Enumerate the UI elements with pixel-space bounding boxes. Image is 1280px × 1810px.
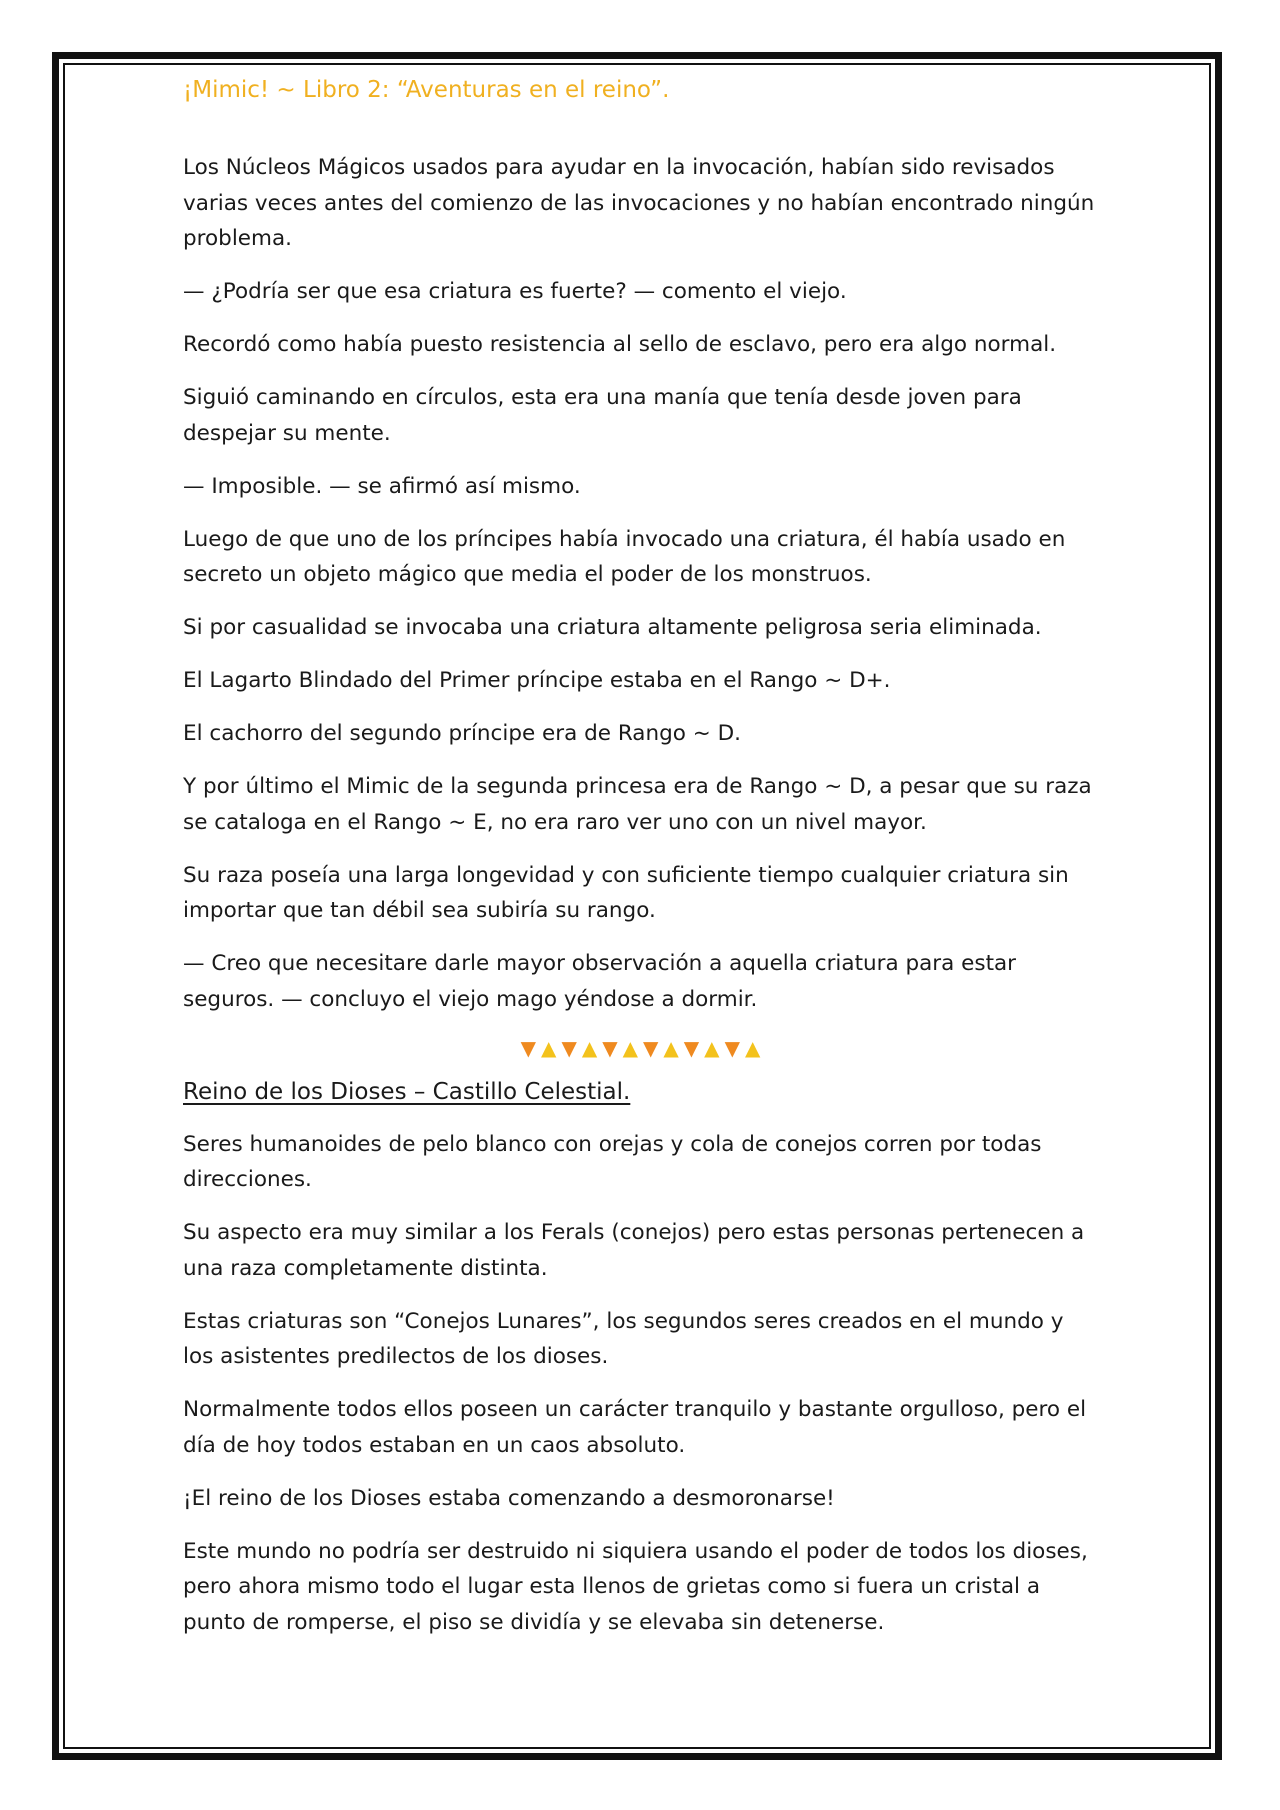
triangle-down-icon: ▼ <box>643 1035 664 1060</box>
paragraph-line: direcciones. <box>183 1167 312 1192</box>
triangle-up-icon: ▲ <box>541 1035 562 1060</box>
paragraph-line: problema. <box>183 226 292 251</box>
paragraph-line: importar que tan débil sea subiría su rango. <box>183 898 656 923</box>
paragraph-line: se cataloga en el Rango ~ E, no era raro ver uno con un nivel mayor. <box>183 809 927 835</box>
paragraph-line: El cachorro del segundo príncipe era de Rango ~ D. <box>183 721 741 746</box>
paragraph-line: despejar su mente. <box>183 420 391 446</box>
triangle-up-icon: ▲ <box>704 1035 725 1060</box>
paragraph <box>183 1304 1103 1375</box>
paragraph-line: Los Núcleos Mágicos usados para ayudar en la invocación, habían sido revisados <box>183 155 1055 180</box>
ornamental-divider <box>183 1033 1103 1063</box>
paragraph <box>183 274 1103 310</box>
paragraph <box>183 469 1103 505</box>
paragraph-line: Siguió caminando en círculos, esta era una manía que tenía desde joven para <box>183 385 1022 410</box>
paragraph-line: ¡El reino de los Dioses estaba comenzando a desmoronarse! <box>183 1485 835 1511</box>
paragraph <box>183 327 1103 363</box>
triangle-up-icon: ▲ <box>744 1035 766 1060</box>
paragraph-line: Este mundo no podría ser destruido ni siquiera usando el poder de todos los dioses, <box>183 1538 1088 1564</box>
paragraph <box>183 1481 1103 1517</box>
paragraph-line: una raza completamente distinta. <box>183 1255 548 1281</box>
paragraph-line: Normalmente todos ellos poseen un carácter tranquilo y bastante orgulloso, pero el <box>183 1397 1087 1422</box>
paragraph <box>183 150 1103 257</box>
paragraph <box>183 769 1103 840</box>
paragraph-line: Su raza poseía una larga longevidad y con suficiente tiempo cualquier criatura sin <box>183 862 1069 888</box>
paragraph <box>183 610 1103 646</box>
paragraph-line: El Lagarto Blindado del Primer príncipe estaba en el Rango ~ D+. <box>183 668 891 693</box>
paragraph-line: Recordó como había puesto resistencia al sello de esclavo, pero era algo normal. <box>183 332 1057 357</box>
triangle-up-icon: ▲ <box>581 1035 603 1060</box>
triangle-down-icon: ▼ <box>683 1035 705 1060</box>
paragraph-line: Estas criaturas son “Conejos Lunares”, los segundos seres creados en el mundo y <box>183 1308 1064 1334</box>
paragraph-line: punto de romperse, el piso se dividía y se elevaba sin detenerse. <box>183 1609 885 1635</box>
paragraph <box>183 663 1103 699</box>
paragraph-line: Su aspecto era muy similar a los Ferals (conejos) pero estas personas pertenecen a <box>183 1220 1085 1245</box>
paragraph-line: secreto un objeto mágico que media el poder de los monstruos. <box>183 562 872 587</box>
triangle-down-icon: ▼ <box>724 1035 745 1060</box>
triangle-up-icon: ▲ <box>663 1035 684 1060</box>
paragraph-line: Seres humanoides de pelo blanco con orejas y cola de conejos corren por todas <box>183 1131 1042 1157</box>
section-title: Reino de los Dioses – Castillo Celestial. <box>183 1078 631 1105</box>
paragraph <box>183 858 1103 929</box>
paragraph-line: Si por casualidad se invocaba una criatura altamente peligrosa seria eliminada. <box>183 615 1042 640</box>
running-header: ¡Mimic! ~ Libro 2: “Aventuras en el reino”. <box>183 77 670 103</box>
paragraph-line: Luego de que uno de los príncipes había invocado una criatura, él había usado en <box>183 526 1066 552</box>
paragraph <box>183 1392 1103 1463</box>
paragraph-line: día de hoy todos estaban en un caos absoluto. <box>183 1432 686 1458</box>
paragraph-line: — Imposible. — se afirmó así mismo. <box>183 473 581 499</box>
paragraph-line: — Creo que necesitare darle mayor observación a aquella criatura para estar <box>183 951 1017 976</box>
paragraph-line: pero ahora mismo todo el lugar esta llenos de grietas como si fuera un cristal a <box>183 1574 1041 1599</box>
document-body <box>183 74 1103 1658</box>
triangle-down-icon: ▼ <box>561 1035 582 1060</box>
paragraph <box>183 946 1103 1017</box>
chapter-section-2 <box>183 1127 1103 1641</box>
paragraph <box>183 380 1103 451</box>
paragraph-line: seguros. — concluyo el viejo mago yéndose a dormir. <box>183 986 758 1012</box>
triangle-up-icon: ▲ <box>622 1035 643 1060</box>
chapter-section-1 <box>183 150 1103 1017</box>
paragraph <box>183 522 1103 593</box>
paragraph-line: — ¿Podría ser que esa criatura es fuerte? — comento el viejo. <box>183 279 847 304</box>
paragraph <box>183 1215 1103 1286</box>
paragraph <box>183 716 1103 752</box>
paragraph-line: los asistentes predilectos de los dioses. <box>183 1344 609 1369</box>
paragraph <box>183 1127 1103 1198</box>
triangle-down-icon: ▼ <box>520 1035 542 1060</box>
paragraph <box>183 1534 1103 1641</box>
triangle-down-icon: ▼ <box>602 1035 623 1060</box>
paragraph-line: varias veces antes del comienzo de las invocaciones y no habían encontrado ningún <box>183 190 1095 216</box>
paragraph-line: Y por último el Mimic de la segunda princesa era de Rango ~ D, a pesar que su raza <box>183 774 1092 799</box>
